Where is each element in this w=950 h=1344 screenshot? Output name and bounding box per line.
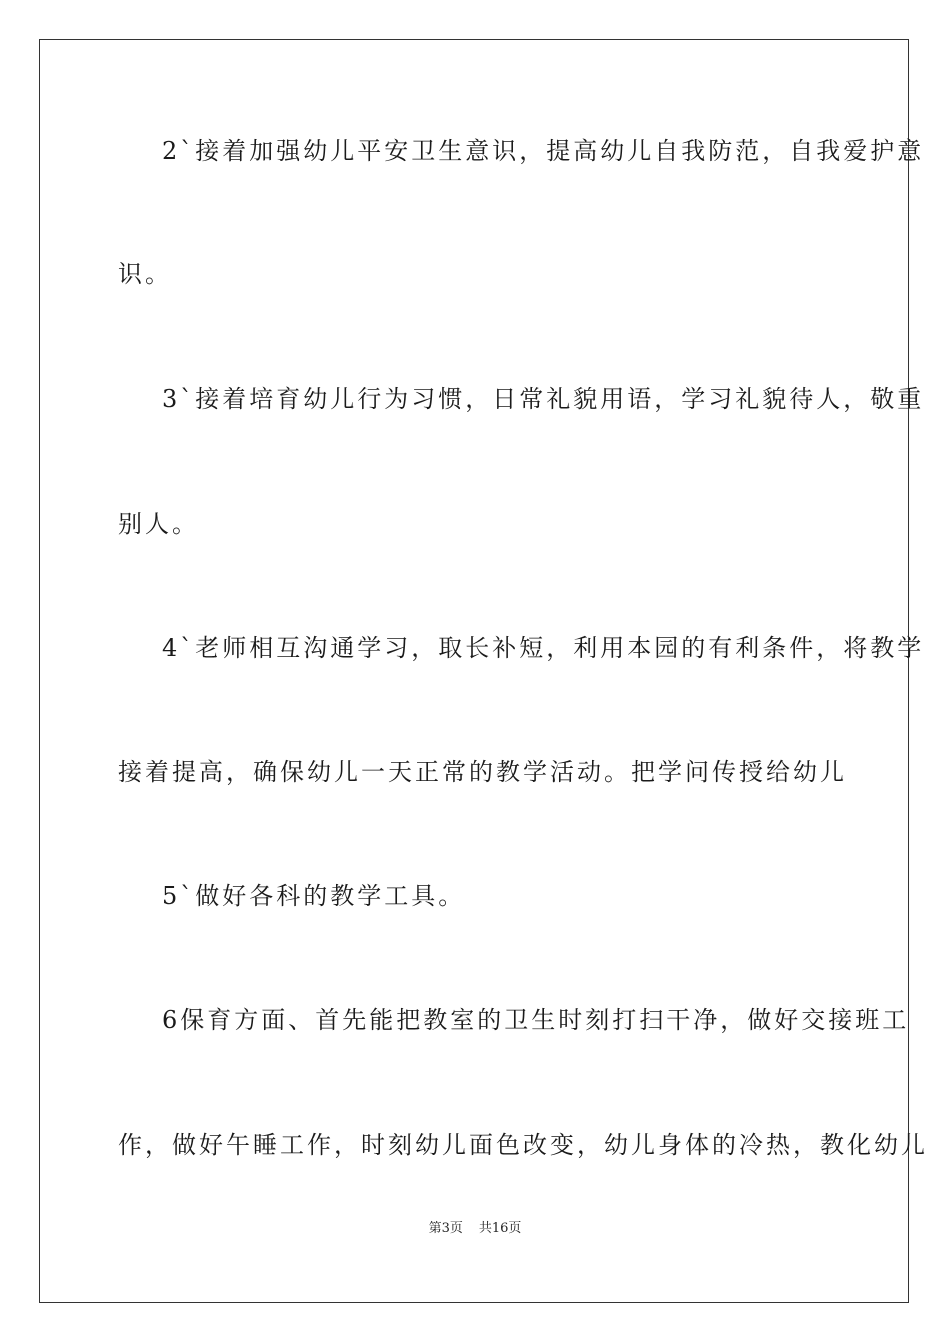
paragraph-line-1: 2`接着加强幼儿平安卫生意识，提高幼儿自我防范，自我爱护意 <box>162 137 925 165</box>
page-footer <box>0 1220 950 1238</box>
paragraph-line-9: 作，做好午睡工作，时刻幼儿面色改变，幼儿身体的冷热，教化幼儿 <box>118 1131 928 1159</box>
page-number: 第3页 <box>428 1221 463 1236</box>
paragraph-line-8: 6保育方面、首先能把教室的卫生时刻打扫干净，做好交接班工 <box>162 1006 910 1034</box>
paragraph-line-5: 4`老师相互沟通学习，取长补短，利用本园的有利条件，将教学 <box>162 634 925 662</box>
page-border <box>39 39 928 1303</box>
paragraph-line-7: 5`做好各科的教学工具。 <box>162 882 466 910</box>
paragraph-line-4: 别人。 <box>118 510 199 538</box>
paragraph-line-2: 识。 <box>118 260 172 288</box>
page-total: 共16页 <box>478 1221 522 1236</box>
paragraph-line-6: 接着提高，确保幼儿一天正常的教学活动。把学问传授给幼儿 <box>118 758 847 786</box>
paragraph-line-3: 3`接着培育幼儿行为习惯，日常礼貌用语，学习礼貌待人，敬重 <box>162 385 925 413</box>
